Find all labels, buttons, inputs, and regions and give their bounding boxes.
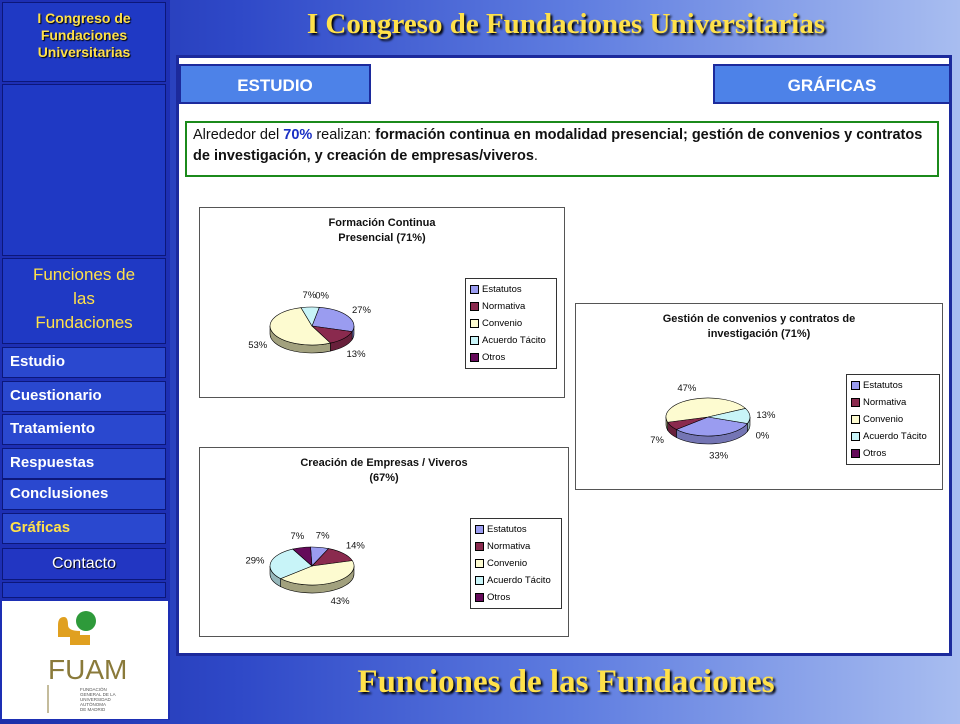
chart-legend — [465, 278, 557, 369]
pie-data-label: 7% — [315, 530, 330, 542]
chart-title-line: investigación (71%) — [707, 328, 811, 340]
legend-swatch — [475, 525, 484, 534]
legend-label: Normativa — [482, 301, 526, 312]
legend-item — [475, 555, 557, 572]
page-title: I Congreso de Fundaciones Universitarias — [306, 8, 826, 40]
legend-label: Normativa — [487, 541, 531, 552]
pie-data-label: 0% — [755, 430, 770, 442]
legend-swatch — [475, 593, 484, 602]
legend-label: Otros — [863, 448, 887, 459]
legend-label: Estatutos — [482, 284, 522, 295]
nav-conclusiones[interactable]: Conclusiones — [2, 479, 166, 510]
logo-subtext: GENERAL DE LA — [80, 692, 116, 697]
legend-label: Acuerdo Tácito — [863, 431, 927, 442]
legend-item — [851, 445, 935, 462]
legend-label: Convenio — [487, 558, 528, 569]
legend-swatch — [470, 353, 479, 362]
legend-label: Acuerdo Tácito — [482, 335, 546, 346]
pie-data-label: 13% — [346, 349, 366, 361]
pie-data-label: 47% — [677, 383, 697, 395]
chart-title-line: (67%) — [369, 472, 399, 484]
footer-title: Funciones de las Fundaciones — [357, 664, 775, 700]
legend-label: Acuerdo Tácito — [487, 575, 551, 586]
content-panel — [176, 55, 952, 656]
legend-item — [475, 538, 557, 555]
legend-swatch — [851, 415, 860, 424]
legend-item — [470, 349, 552, 366]
logo-text: FUAM — [48, 654, 128, 685]
nav-respuestas[interactable]: Respuestas — [2, 448, 166, 479]
pie-data-label: 29% — [245, 555, 265, 567]
section-title-line: las — [73, 289, 95, 308]
legend-item — [851, 394, 935, 411]
chart-legend — [846, 374, 940, 465]
summary-bold: formación continua en modalidad presencial; gestión de convenios y contratos de investigación, y creación de empresas/viveros — [193, 127, 923, 164]
legend-swatch — [851, 381, 860, 390]
pie-data-label: 13% — [756, 410, 776, 422]
legend-item — [851, 411, 935, 428]
legend-label: Estatutos — [487, 524, 527, 535]
pie-data-label: 7% — [290, 531, 305, 543]
chart-title-line: Gestión de convenios y contratos de — [662, 313, 856, 325]
sidebar-section-title — [2, 258, 166, 344]
sidebar-title-line: Fundaciones — [40, 27, 128, 43]
sidebar — [0, 0, 170, 720]
pie-data-label: 27% — [351, 304, 372, 316]
legend-label: Convenio — [482, 318, 523, 329]
fuam-logo-icon — [2, 601, 168, 719]
legend-label: Otros — [482, 352, 506, 363]
pie-data-label: 7% — [650, 434, 664, 446]
chart-formacion-continua — [199, 207, 565, 398]
legend-label: Estatutos — [863, 380, 903, 391]
legend-swatch — [475, 576, 484, 585]
legend-item — [851, 377, 935, 394]
summary-suffix: . — [533, 148, 538, 164]
contacto-button[interactable]: Contacto — [2, 548, 166, 580]
summary-middle: realizan: — [312, 127, 376, 143]
logo-subtext: AUTÓNOMA — [80, 702, 107, 707]
legend-item — [475, 572, 557, 589]
sidebar-blank-panel — [2, 84, 166, 256]
pie-data-label: 33% — [709, 450, 729, 462]
legend-swatch — [851, 432, 860, 441]
chart-creacion-empresas — [199, 447, 569, 637]
logo-subtext: DE MADRID — [80, 707, 106, 712]
tab-estudio[interactable]: ESTUDIO — [179, 64, 371, 104]
sidebar-spacer — [2, 582, 166, 598]
summary-box — [185, 121, 939, 177]
section-title-line: Fundaciones — [35, 313, 133, 332]
tab-graficas[interactable]: GRÁFICAS — [713, 64, 951, 104]
legend-swatch — [475, 559, 484, 568]
legend-swatch — [475, 542, 484, 551]
chart-legend — [470, 518, 562, 609]
chart-title-line: Formación Continua — [328, 217, 436, 229]
legend-swatch — [470, 302, 479, 311]
legend-label: Normativa — [863, 397, 907, 408]
summary-percent: 70% — [283, 127, 313, 143]
nav-tratamiento[interactable]: Tratamiento — [2, 414, 166, 445]
legend-item — [470, 298, 552, 315]
chart-gestion-convenios — [575, 303, 943, 490]
legend-item — [475, 589, 557, 606]
legend-swatch — [851, 449, 860, 458]
sidebar-title — [2, 2, 166, 82]
pie-data-label: 0% — [315, 290, 329, 302]
summary-prefix: Alrededor del — [193, 127, 284, 143]
nav-graficas[interactable]: Gráficas — [2, 513, 166, 544]
fuam-logo[interactable] — [2, 601, 168, 719]
sidebar-title-line: I Congreso de — [37, 10, 131, 26]
nav-cuestionario[interactable]: Cuestionario — [2, 381, 166, 412]
legend-item — [470, 281, 552, 298]
logo-subtext: UNIVERSIDAD — [80, 697, 111, 702]
legend-item — [475, 521, 557, 538]
legend-label: Convenio — [863, 414, 904, 425]
legend-item — [470, 315, 552, 332]
legend-swatch — [851, 398, 860, 407]
legend-swatch — [470, 319, 479, 328]
pie-data-label: 7% — [302, 290, 317, 302]
legend-item — [851, 428, 935, 445]
pie-data-label: 43% — [330, 596, 350, 608]
legend-item — [470, 332, 552, 349]
section-title-line: Funciones de — [32, 265, 136, 284]
legend-label: Otros — [487, 592, 511, 603]
chart-title-line: Creación de Empresas / Viveros — [300, 457, 468, 469]
pie-data-label: 14% — [345, 540, 365, 552]
nav-estudio[interactable]: Estudio — [2, 347, 166, 378]
legend-swatch — [470, 285, 479, 294]
logo-subtext: FUNDACIÓN — [80, 687, 107, 692]
sidebar-title-line: Universitarias — [37, 44, 131, 60]
pie-data-label: 53% — [248, 339, 268, 351]
chart-title-line: Presencial (71%) — [338, 232, 426, 244]
legend-swatch — [470, 336, 479, 345]
